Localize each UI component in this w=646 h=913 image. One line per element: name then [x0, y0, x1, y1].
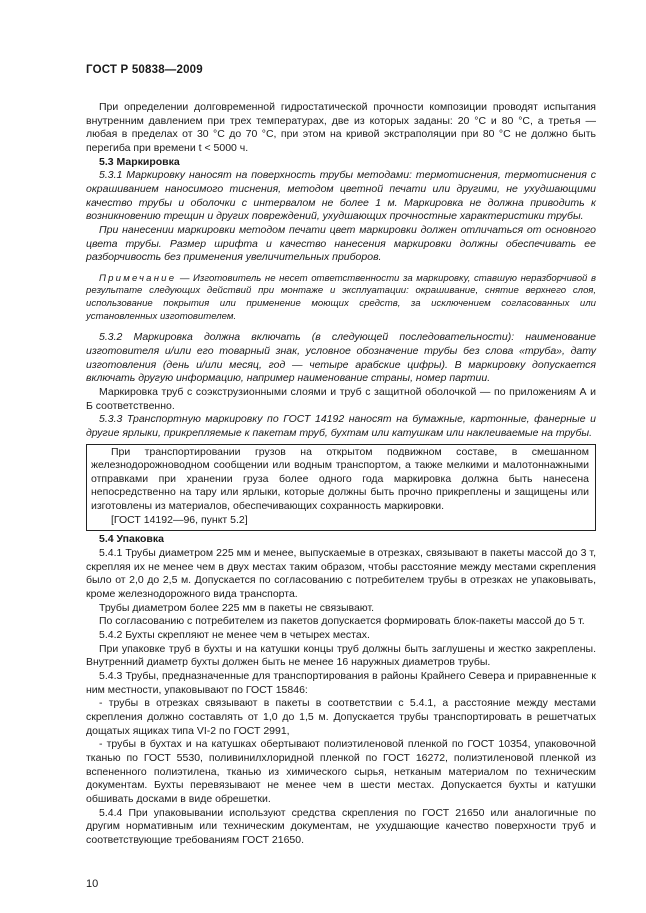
paragraph-5-3-1: 5.3.1 Маркировку наносят на поверхность трубы методами: термотиснения, термотиснения с окрашиванием наносимого тиснения, методом цветной печати или другими, не ухудшающими качество трубы и оболочки с интервалом не более 1 м. Маркировка не должна приводить к возникновению трещин и других повреждений, ухудшающих прочностные характеристики трубы.	[86, 169, 596, 223]
paragraph-5-3-2: 5.3.2 Маркировка должна включать (в следующей последовательности): наименование изготовителя и/или его товарный знак, условное обозначение трубы без слова «труба», дату изготовления (день и/или месяц, год — четыре арабские цифры). В маркировку допускается включать другую информацию, например наименование страны, номер партии.	[86, 331, 596, 385]
section-heading-5-4: 5.4 Упаковка	[99, 533, 164, 546]
paragraph-5-4-1: 5.4.1 Трубы диаметром 225 мм и менее, выпускаемые в отрезках, связывают в пакеты массой до 3 т, скрепляя их не менее чем в двух местах таким образом, чтобы расстояние между местами скрепления было от 2,0 до 2,5 м. Допускается по согласованию с потребителем трубы в отрезках не упаковывать, кроме железнодорожного вида транспорта.	[86, 547, 596, 601]
quoted-box	[86, 444, 596, 532]
paragraph: Трубы диаметром более 225 мм в пакеты не связывают.	[99, 601, 375, 614]
box-text: При транспортировании грузов на открытом подвижном составе, в смешанном железнодорожноводном сообщении или водным транспортом, а также мелкими и малотоннажными отправками при хранении груза более одного года маркировка должна быть нанесена непосредственно на тару или ярлыки, которые должны быть прочно прикреплены и защищены или изготовлены из материалов, обеспечивающих сохранность маркировки.	[91, 445, 589, 513]
paragraph-5-4-2: 5.4.2 Бухты скрепляют не менее чем в четырех местах.	[99, 629, 370, 642]
paragraph-5-4-3: 5.4.3 Трубы, предназначенные для транспортирования в районы Крайнего Севера и приравненные к ним местности, упаковывают по ГОСТ 15846:	[86, 670, 596, 696]
page-body	[86, 101, 596, 848]
list-item: - трубы в бухтах и на катушках обертывают полиэтиленовой пленкой по ГОСТ 10354, упаковочной тканью по ГОСТ 5530, поливинилхлоридной пленкой по ГОСТ 16272, полиэтиленовой пленкой из вспененного полиэтилена, тканью из химического сырья, нетканым материалом по техническим документам. Бухты перевязывают не менее чем в шести местах. Допускается бухты и катушки обшивать досками в виде обрешетки.	[86, 738, 596, 805]
list-item: - трубы в отрезках связывают в пакеты в соответствии с 5.4.1, а расстояние между местами скрепления должно составлять от 1,0 до 1,5 м. Допускается трубы транспортировать в решетчатых дощатых ящиках типа VI-2 по ГОСТ 2991,	[86, 697, 596, 737]
paragraph: При определении долговременной гидростатической прочности композиции проводят испытания внутренним давлением при трех температурах, две из которых заданы: 20 °С и 80 °С, а третья — любая в пределах от 30 °С до 70 °С, при этом на кривой экстраполяции при 80 °С не должно быть перегиба при времени t < 5000 ч.	[86, 101, 596, 154]
paragraph-5-4-4: 5.4.4 При упаковывании используют средства скрепления по ГОСТ 21650 или аналогичные по другим нормативным или техническим документам, не ухудшающие качество поверхности труб и соответствующие требованиям ГОСТ 21650.	[86, 806, 596, 846]
paragraph-5-3-3: 5.3.3 Транспортную маркировку по ГОСТ 14192 наносят на бумажные, картонные, фанерные и другие ярлыки, прикрепляемые к пакетам труб, бухтам или катушкам или наклеиваемые на трубы.	[86, 413, 596, 439]
note	[86, 273, 596, 323]
box-reference: [ГОСТ 14192—96, пункт 5.2]	[111, 513, 248, 526]
paragraph: При нанесении маркировки методом печати цвет маркировки должен отличаться от основного цвета трубы. Размер шрифта и качество нанесения маркировки должны обеспечивать ее разборчивость без применения увеличительных приборов.	[86, 223, 596, 264]
page-number: 10	[86, 878, 99, 890]
note-label: Примечание	[99, 272, 177, 284]
document-header: ГОСТ Р 50838—2009	[86, 64, 203, 76]
section-heading-5-3: 5.3 Маркировка	[99, 155, 180, 168]
note-text: — Изготовитель не несет ответственности за маркировку, ставшую неразборчивой в результате следующих действий при монтаже и эксплуатации: окрашивание, снятие верхнего слоя, использование покрытия или применение моющих средств, за исключением согласованных или установленных изготовителем.	[86, 272, 596, 322]
paragraph: При упаковке труб в бухты и на катушки концы труб должны быть заглушены и жестко закреплены. Внутренний диаметр бухты должен быть не менее 16 наружных диаметров трубы.	[86, 642, 596, 669]
paragraph: Маркировка труб с соэкструзионными слоями и труб с защитной оболочкой — по приложениям А и Б соответственно.	[86, 385, 596, 412]
paragraph: По согласованию с потребителем из пакетов допускается формировать блок-пакеты массой до 5 т.	[99, 615, 585, 628]
